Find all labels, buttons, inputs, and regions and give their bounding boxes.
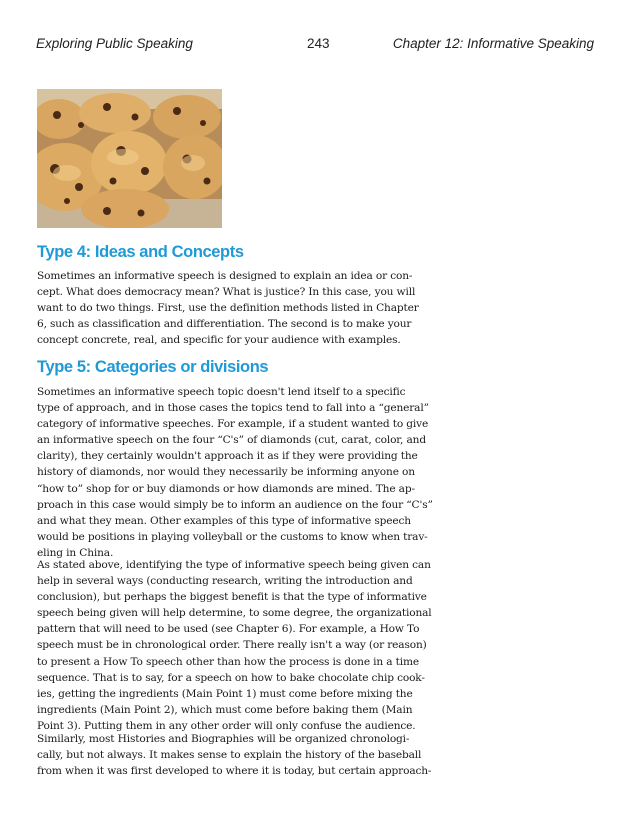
section-heading-ideas-and-concepts: Type 4: Ideas and Concepts bbox=[37, 243, 244, 261]
text-line: speech being given will help determine, to some degree, the organizational bbox=[37, 607, 432, 620]
text-line: “how to” shop for or buy diamonds or how diamonds are mined. The ap- bbox=[37, 482, 415, 495]
paragraph-organizational-pattern bbox=[37, 557, 449, 734]
text-line: clarity), they certainly wouldn't approach it as if they were providing the bbox=[37, 450, 418, 463]
text-line: ies, getting the ingredients (Main Point 1) must come before mixing the bbox=[37, 687, 413, 700]
text-line: pattern that will need to be used (see Chapter 6). For example, a How To bbox=[37, 623, 420, 636]
text-line: type of approach, and in those cases the topics tend to fall into a “general” bbox=[37, 402, 429, 415]
text-line: and what they mean. Other examples of this type of informative speech bbox=[37, 514, 411, 527]
text-line: conclusion), but perhaps the biggest benefit is that the type of informative bbox=[37, 591, 427, 604]
text-line: 6, such as classification and differentiation. The second is to make your bbox=[37, 318, 412, 331]
paragraph-histories-and-biographies bbox=[37, 731, 449, 779]
paragraph-ideas-and-concepts bbox=[37, 268, 449, 348]
text-line: category of informative speeches. For example, if a student wanted to give bbox=[37, 418, 429, 431]
text-line: want to do two things. First, use the definition methods listed in Chapter bbox=[37, 302, 419, 315]
page-number: 243 bbox=[307, 36, 330, 51]
text-line: from when it was first developed to where it is today, but certain approach- bbox=[37, 765, 432, 778]
text-line: cally, but not always. It makes sense to explain the history of the baseball bbox=[37, 749, 422, 762]
text-line: eling in China. bbox=[37, 546, 114, 559]
text-line: sequence. That is to say, for a speech on how to bake chocolate chip cook- bbox=[37, 671, 425, 684]
text-line: concept concrete, real, and specific for your audience with examples. bbox=[37, 334, 401, 347]
book-title: Exploring Public Speaking bbox=[36, 36, 193, 51]
text-line: history of diamonds, nor would they necessarily be informing anyone on bbox=[37, 466, 415, 479]
running-head bbox=[36, 36, 594, 54]
text-line: an informative speech on the four “C's” of diamonds (cut, carat, color, and bbox=[37, 434, 426, 447]
text-line: Similarly, most Histories and Biographies will be organized chronologi- bbox=[37, 733, 410, 745]
text-line: Sometimes an informative speech topic doesn't lend itself to a specific bbox=[37, 386, 406, 398]
text-line: to present a How To speech other than how the process is done in a time bbox=[37, 655, 420, 668]
cookies-photo bbox=[37, 89, 222, 228]
section-heading-categories-or-divisions: Type 5: Categories or divisions bbox=[37, 358, 269, 376]
text-line: would be positions in playing volleyball or the customs to know when trav- bbox=[37, 530, 428, 543]
text-line: cept. What does democracy mean? What is justice? In this case, you will bbox=[37, 286, 416, 299]
text-line: ingredients (Main Point 2), which must come before baking them (Main bbox=[37, 703, 413, 716]
text-line: Point 3). Putting them in any other order will only confuse the audience. bbox=[37, 719, 416, 732]
text-line: speech must be in chronological order. There really isn't a way (or reason) bbox=[37, 639, 427, 652]
chapter-title: Chapter 12: Informative Speaking bbox=[392, 36, 594, 51]
text-line: Sometimes an informative speech is designed to explain an idea or con- bbox=[37, 270, 413, 282]
text-line: proach in this case would simply be to inform an audience on the four “C's” bbox=[37, 498, 433, 511]
text-line: As stated above, identifying the type of informative speech being given can bbox=[37, 559, 431, 571]
text-line: help in several ways (conducting research, writing the introduction and bbox=[37, 575, 413, 588]
paragraph-categories-or-divisions bbox=[37, 384, 449, 561]
